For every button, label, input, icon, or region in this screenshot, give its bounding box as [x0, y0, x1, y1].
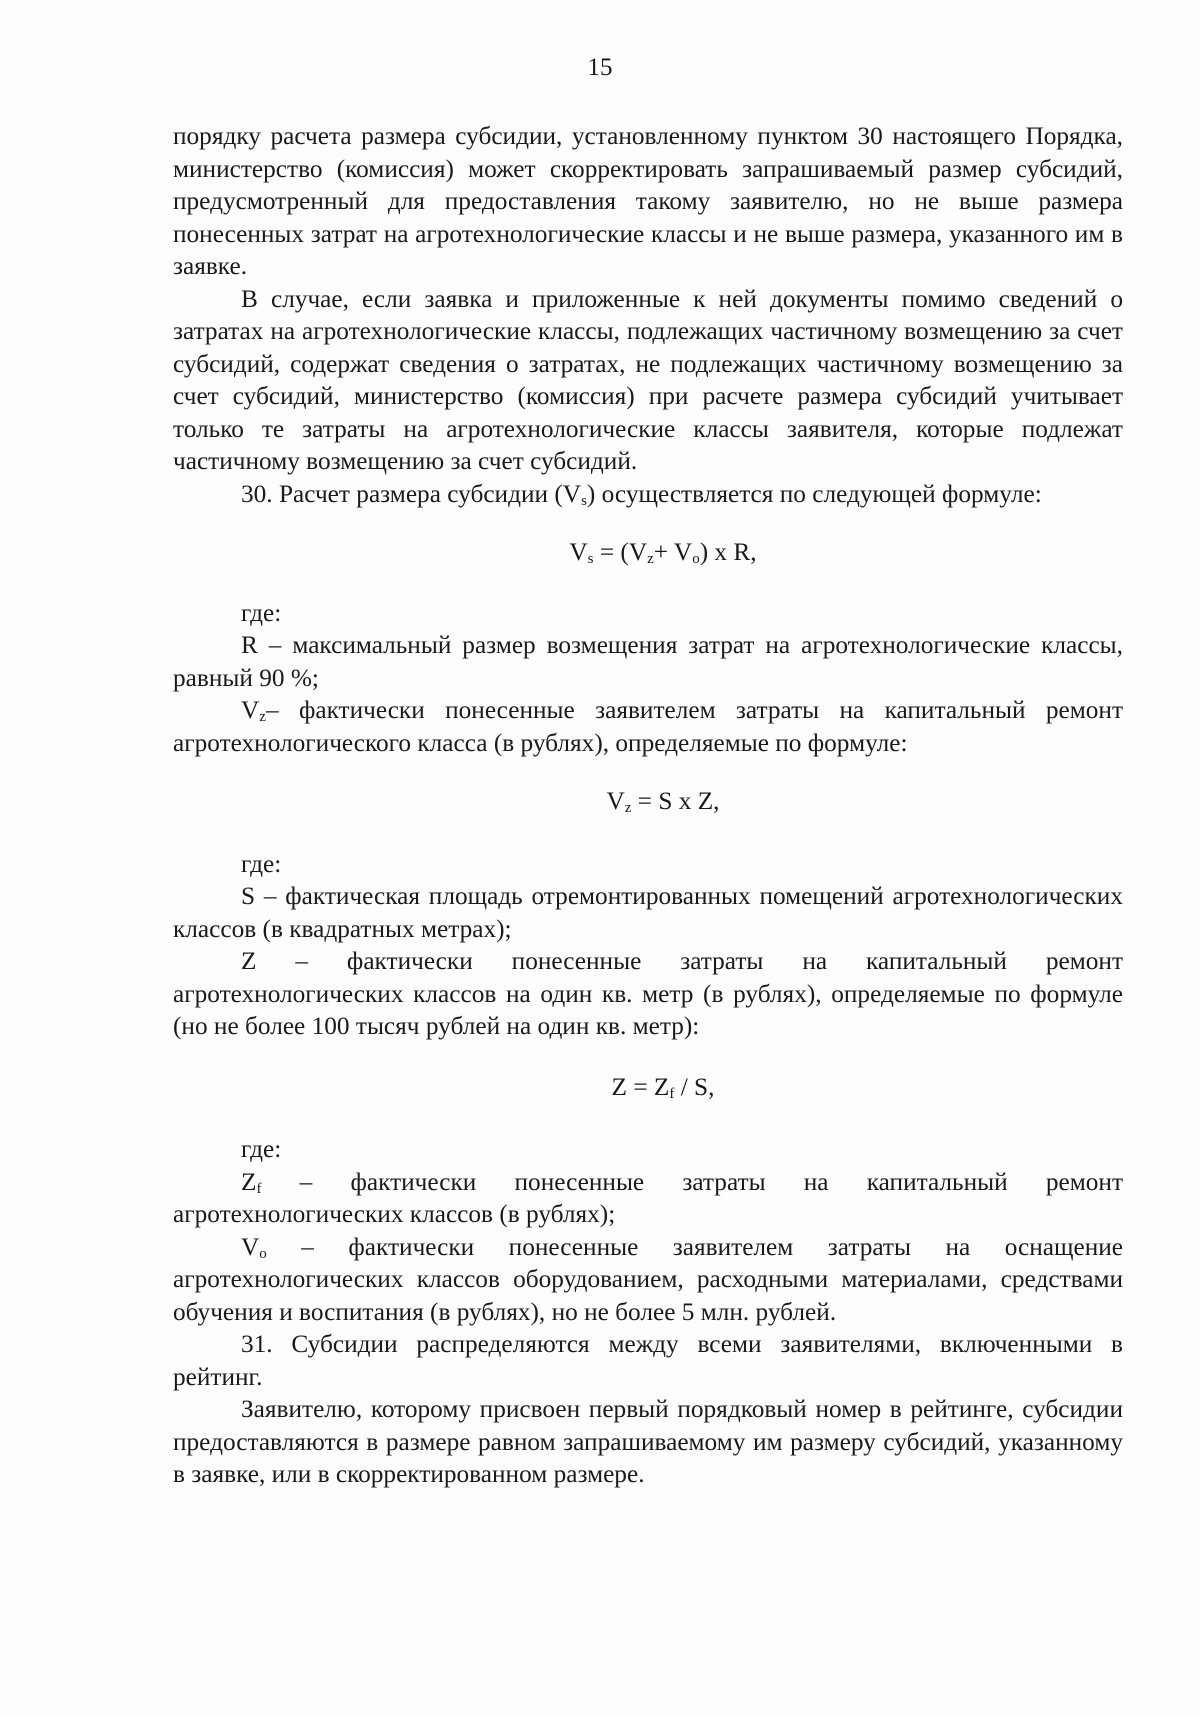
formula-z: $Z = Z_f / S$,: [611, 1072, 715, 1102]
paragraph-30: 30. Расчет размера субсидии $(V_s)$ осуществляется по следующей формуле:: [241, 479, 1042, 509]
page-number: 15: [587, 54, 613, 81]
definition-vo: $V_o$ – фактически понесенные заявителем затраты на оснащение агротехнологических классов оборудованием, расходными материалами, средствами обучения и воспитания (в рублях), но не более 5 млн. рублей.: [173, 1232, 1123, 1326]
paragraph-continuation: порядку расчета размера субсидии, установленному пунктом 30 настоящего Порядка, министерство (комиссия) может скорректировать запрашиваемый размер субсидий, предусмотренный для предоставления такому заявителю, но не выше размера понесенных затрат на агротехнологические классы и не выше размера, указанного им в заявке.: [173, 122, 1123, 280]
paragraph-31: 31. Субсидии распределяются между всеми заявителями, включенными в рейтинг.: [173, 1330, 1123, 1391]
formula-vz: $V_z = S$ x Z,: [606, 787, 720, 816]
definition-vz: $V_z-$ фактически понесенные заявителем затраты на капитальный ремонт агротехнологического класса (в рублях), определяемые по формуле:: [173, 696, 1123, 757]
where-label: где:: [241, 849, 282, 878]
definition-r: R – максимальный размер возмещения затрат на агротехнологические классы, равный 90 %;: [173, 631, 1123, 692]
where-label: где:: [241, 1135, 282, 1163]
where-label: где:: [241, 598, 282, 627]
definition-z: Z – фактически понесенные затраты на капитальный ремонт агротехнологических классов на один кв. метр (в рублях), определяемые по формуле (но не более 100 тысяч рублей на один кв. метр):: [173, 947, 1123, 1040]
definition-s: S – фактическая площадь отремонтированных помещений агротехнологических классов (в квадратных метрах);: [173, 882, 1123, 943]
paragraph-costs-note: В случае, если заявка и приложенные к ней документы помимо сведений о затратах на агротехнологические классы, подлежащих частичному возмещению за счет субсидий, содержат сведения о затратах, не подлежащих частичному возмещению за счет субсидий, министерство (комиссия) при расчете размера субсидий учитывает только те затраты на агротехнологические классы заявителя, которые подлежат частичному возмещению за счет субсидий.: [173, 284, 1123, 475]
definition-zf: $Z_f$ – фактически понесенные затраты на капитальный ремонт агротехнологических классов (в рублях);: [173, 1167, 1123, 1228]
document-body: [173, 120, 1123, 1491]
paragraph-first-rank: Заявителю, которому присвоен первый порядковый номер в рейтинге, субсидии предоставляются в размере равном запрашиваемому им размеру субсидий, указанному в заявке, или в скорректированном размере.: [173, 1395, 1123, 1488]
formula-vs: $V_s = (V_z+ V_o)$ x R,: [569, 538, 757, 567]
